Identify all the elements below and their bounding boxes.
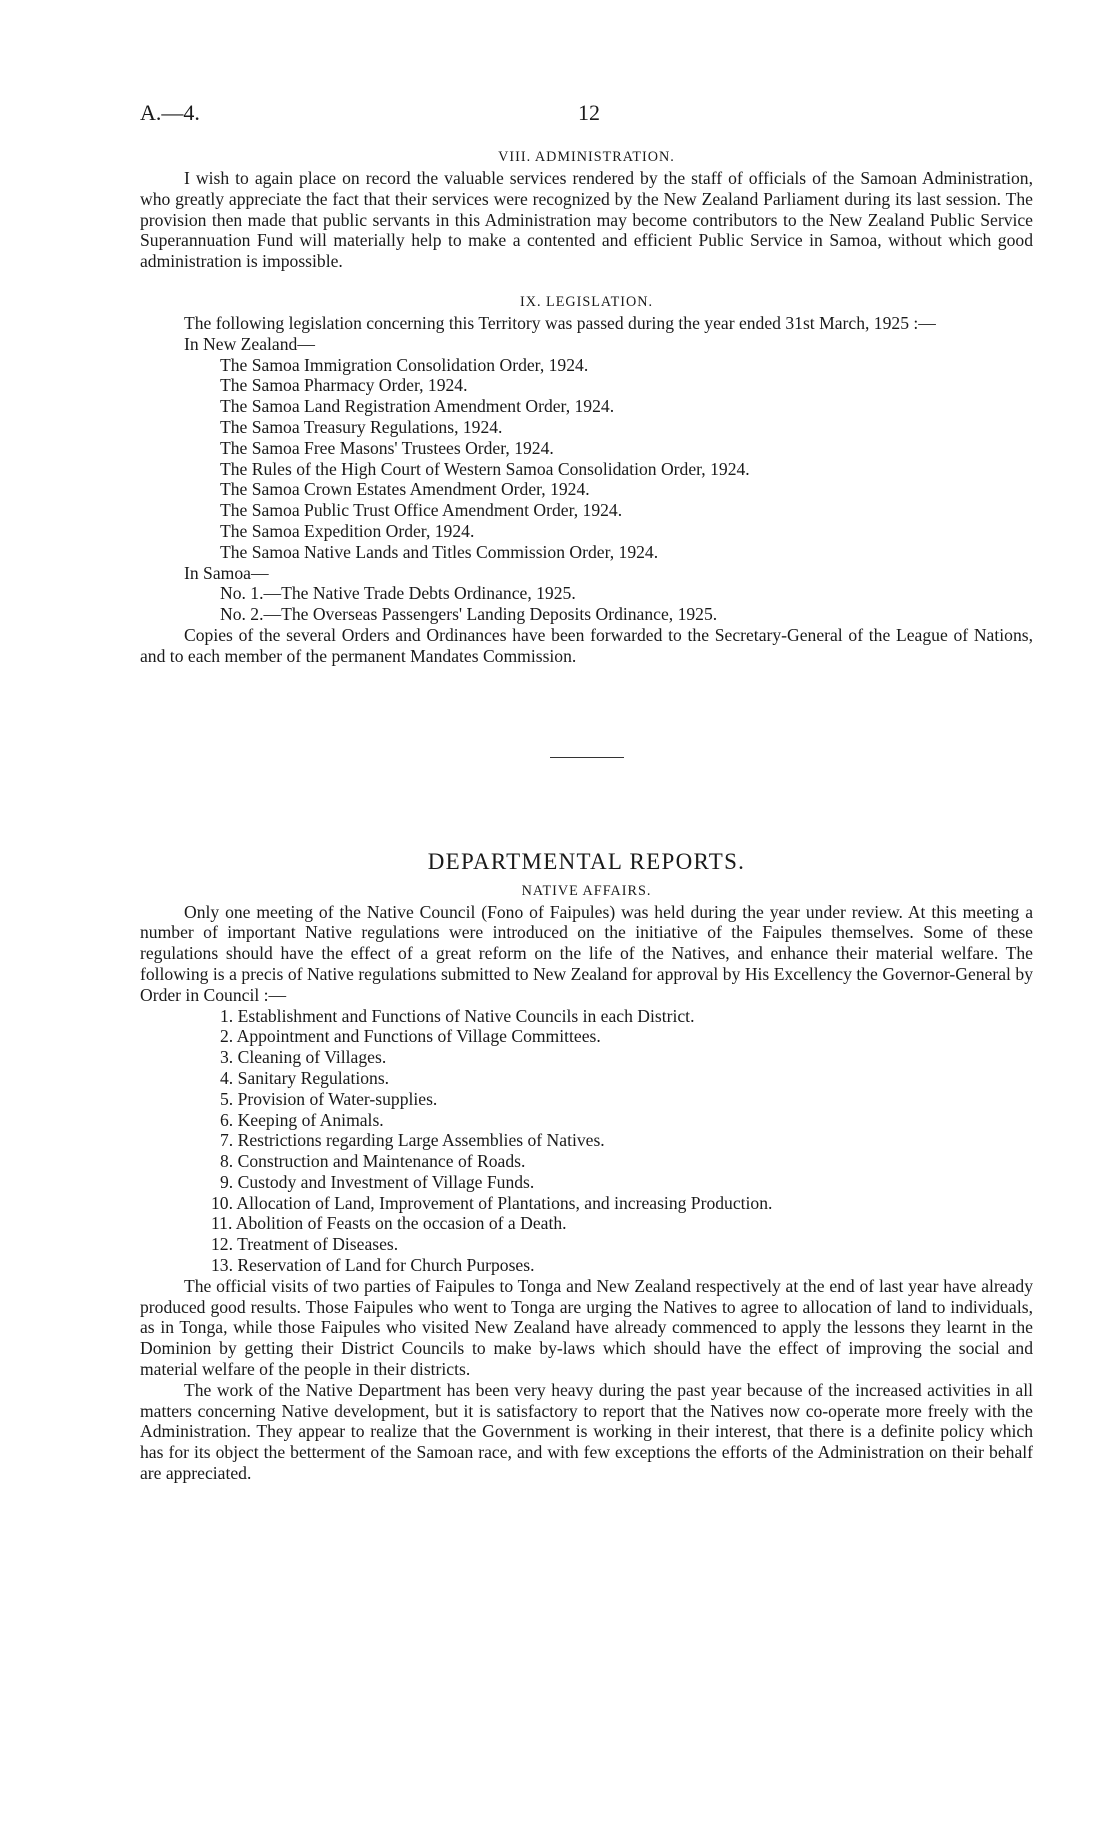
list-item: 1. Establishment and Functions of Native Councils in each District. [220, 1005, 695, 1026]
list-item: 13. Reservation of Land for Church Purposes. [211, 1255, 535, 1276]
list-item: 6. Keeping of Animals. [220, 1109, 384, 1130]
native-affairs-heading: NATIVE AFFAIRS. [521, 882, 652, 899]
list-item: The Samoa Free Masons' Trustees Order, 1924. [220, 437, 554, 458]
list-item: The Samoa Pharmacy Order, 1924. [220, 375, 468, 396]
section-heading-legislation: IX. LEGISLATION. [519, 293, 654, 310]
native-affairs-paragraph-3: The work of the Native Department has been very heavy during the past year because of the increased activities in all matters concerning Native development, but it is satisfactory to report that the Natives now co-operate more freely with the Administration. They appear to realize that the Government is working in their interest, that there is a definite policy which has for its object the betterment of the Samoan race, and with few exceptions the efforts of the Administration on their behalf are appreciated. [140, 1379, 1033, 1484]
list-item: 2. Appointment and Functions of Village Committees. [220, 1026, 601, 1047]
list-item: 9. Custody and Investment of Village Funds. [220, 1171, 535, 1192]
new-zealand-label: In New Zealand— [184, 333, 315, 354]
section-heading-administration: VIII. ADMINISTRATION. [498, 149, 675, 165]
legislation-closing-paragraph: Copies of the several Orders and Ordinances have been forwarded to the Secretary-General of the League of Nations, and to each member of the permanent Mandates Commission. [140, 624, 1033, 666]
departmental-reports-title: DEPARTMENTAL REPORTS. [427, 848, 746, 874]
list-item: No. 2.—The Overseas Passengers' Landing Deposits Ordinance, 1925. [220, 604, 718, 625]
list-item: The Samoa Immigration Consolidation Order, 1924. [220, 354, 589, 375]
list-item: 3. Cleaning of Villages. [220, 1047, 387, 1068]
list-item: 10. Allocation of Land, Improvement of Plantations, and increasing Production. [211, 1192, 773, 1213]
list-item: The Rules of the High Court of Western Samoa Consolidation Order, 1924. [220, 458, 750, 479]
native-regulations-list [140, 1006, 1033, 1276]
list-item: The Samoa Treasury Regulations, 1924. [220, 416, 503, 437]
list-item: 8. Construction and Maintenance of Roads. [220, 1151, 526, 1172]
list-item: The Samoa Expedition Order, 1924. [220, 520, 475, 541]
native-affairs-paragraph-2: The official visits of two parties of Faipules to Tonga and New Zealand respectively at the end of last year have already produced good results. Those Faipules who went to Tonga are urging the Natives to agree to allocation of land to individuals, as in Tonga, while those Faipules who visited New Zealand have already commenced to apply the lessons they learnt in the Dominion by getting their District Councils to make by-laws which should have the effect of improving the social and material welfare of the people in their districts. [140, 1275, 1033, 1380]
list-item: The Samoa Public Trust Office Amendment Order, 1924. [220, 500, 623, 521]
samoa-ordinance-list [140, 583, 1033, 625]
samoa-label: In Samoa— [184, 562, 269, 583]
list-item: 11. Abolition of Feasts on the occasion of a Death. [211, 1213, 567, 1234]
page-header [0, 100, 1114, 130]
list-item: No. 1.—The Native Trade Debts Ordinance, 1925. [220, 583, 576, 604]
page-content [140, 147, 1033, 1484]
administration-paragraph: I wish to again place on record the valuable services rendered by the staff of officials of the Samoan Administration, who greatly appreciate the fact that their services were recognized by the New Zealand Parliament during its last session. The provision then made that public servants in this Administration may become contributors to the New Zealand Public Service Superannuation Fund will materially help to make a contented and efficient Public Service in Samoa, without which good administration is impossible. [140, 168, 1033, 272]
list-item: 12. Treatment of Diseases. [211, 1234, 399, 1255]
list-item: 5. Provision of Water-supplies. [220, 1088, 438, 1109]
legislation-intro: The following legislation concerning this Territory was passed during the year ended 31st March, 1925 :— [184, 312, 936, 333]
list-item: 4. Sanitary Regulations. [220, 1067, 390, 1088]
page-number: 12 [578, 100, 600, 125]
native-affairs-paragraph-1: Only one meeting of the Native Council (Fono of Faipules) was held during the year under review. At this meeting a number of important Native regulations were introduced on the initiative of the Faipules themselves. Some of these regulations should have the effect of a great reform on the life of the Natives, and enhance their material welfare. The following is a precis of Native regulations submitted to New Zealand for approval by His Excellency the Governor-General by Order in Council :— [140, 901, 1033, 1005]
list-item: The Samoa Crown Estates Amendment Order, 1924. [220, 479, 590, 500]
list-item: The Samoa Land Registration Amendment Order, 1924. [220, 396, 615, 417]
new-zealand-legislation-list [140, 355, 1033, 563]
list-item: 7. Restrictions regarding Large Assemblies of Natives. [220, 1130, 605, 1151]
document-reference: A.—4. [140, 100, 200, 125]
section-divider [550, 757, 624, 758]
list-item: The Samoa Native Lands and Titles Commission Order, 1924. [220, 541, 659, 562]
